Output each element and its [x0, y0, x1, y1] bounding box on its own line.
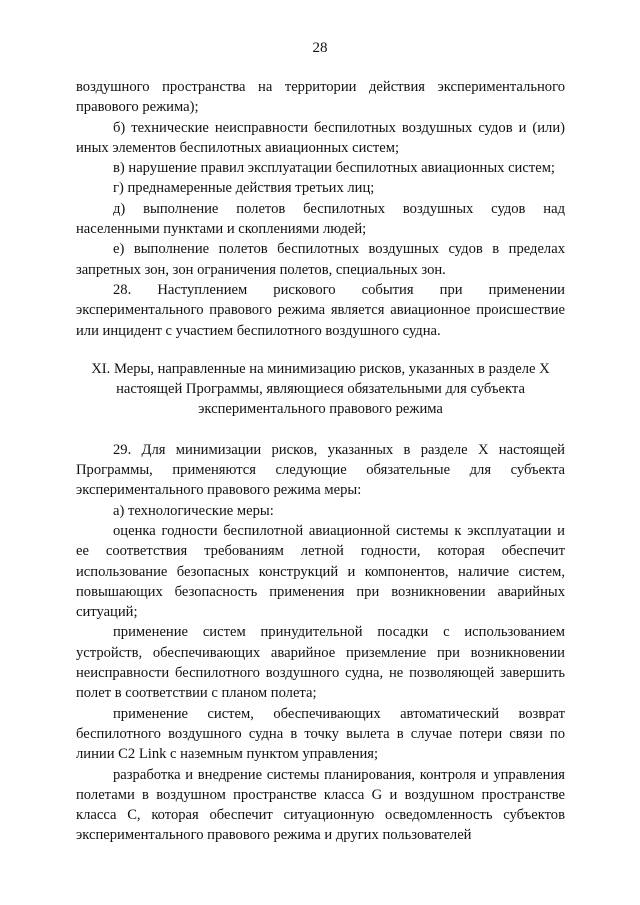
list-item-e: е) выполнение полетов беспилотных воздушных судов в пределах запретных зон, зон ограничения полетов, специальных зон.	[76, 241, 565, 278]
section-heading-line: экспериментального правового режима	[198, 401, 443, 418]
list-item-a: а) технологические меры:	[113, 502, 274, 519]
list-item-g: г) преднамеренные действия третьих лиц;	[113, 180, 375, 197]
measure-item: применение систем, обеспечивающих автоматический возврат беспилотного воздушного судна в точку вылета в случае потери связи по линии C2 Link с наземным пунктом управления;	[76, 705, 565, 763]
list-item-v: в) нарушение правил эксплуатации беспилотных авиационных систем;	[113, 160, 555, 177]
section-heading	[76, 359, 565, 420]
paragraph-29: 29. Для минимизации рисков, указанных в разделе X настоящей Программы, применяются следующие обязательные для субъекта экспериментального правового режима меры:	[76, 441, 565, 499]
measure-item: разработка и внедрение системы планирования, контроля и управления полетами в воздушном пространстве класса G и воздушном пространстве класса C, которая обеспечит ситуационную осведомленность субъектов экспериментального правового режима и других пользователей	[76, 766, 565, 844]
measure-item: оценка годности беспилотной авиационной системы к эксплуатации и ее соответствия требованиям летной годности, которая обеспечит использование безопасных конструкций и компонентов, наличие систем, повышающих безопасность применения при возникновении аварийных ситуаций;	[76, 522, 565, 621]
paragraph-28: 28. Наступлением рискового события при применении экспериментального правового режима является авиационное происшествие или инцидент с участием беспилотного воздушного судна.	[76, 281, 565, 339]
list-item-b: б) технические неисправности беспилотных воздушных судов и (или) иных элементов беспилотных авиационных систем;	[76, 119, 565, 156]
measure-item: применение систем принудительной посадки с использованием устройств, обеспечивающих аварийное приземление при возникновении неисправности беспилотного воздушного судна, не позволяющей завершить полет в соответствии с планом полета;	[76, 624, 565, 702]
section-heading-line: настоящей Программы, являющиеся обязательными для субъекта	[116, 381, 525, 398]
section-heading-line: XI. Меры, направленные на минимизацию рисков, указанных в разделе X	[91, 360, 550, 377]
page-number: 28	[312, 40, 328, 56]
document-body	[76, 77, 565, 846]
list-item-d: д) выполнение полетов беспилотных воздушных судов над населенными пунктами и скоплениями людей;	[76, 200, 565, 238]
paragraph-continuation: воздушного пространства на территории действия экспериментального правового режима);	[76, 79, 565, 116]
